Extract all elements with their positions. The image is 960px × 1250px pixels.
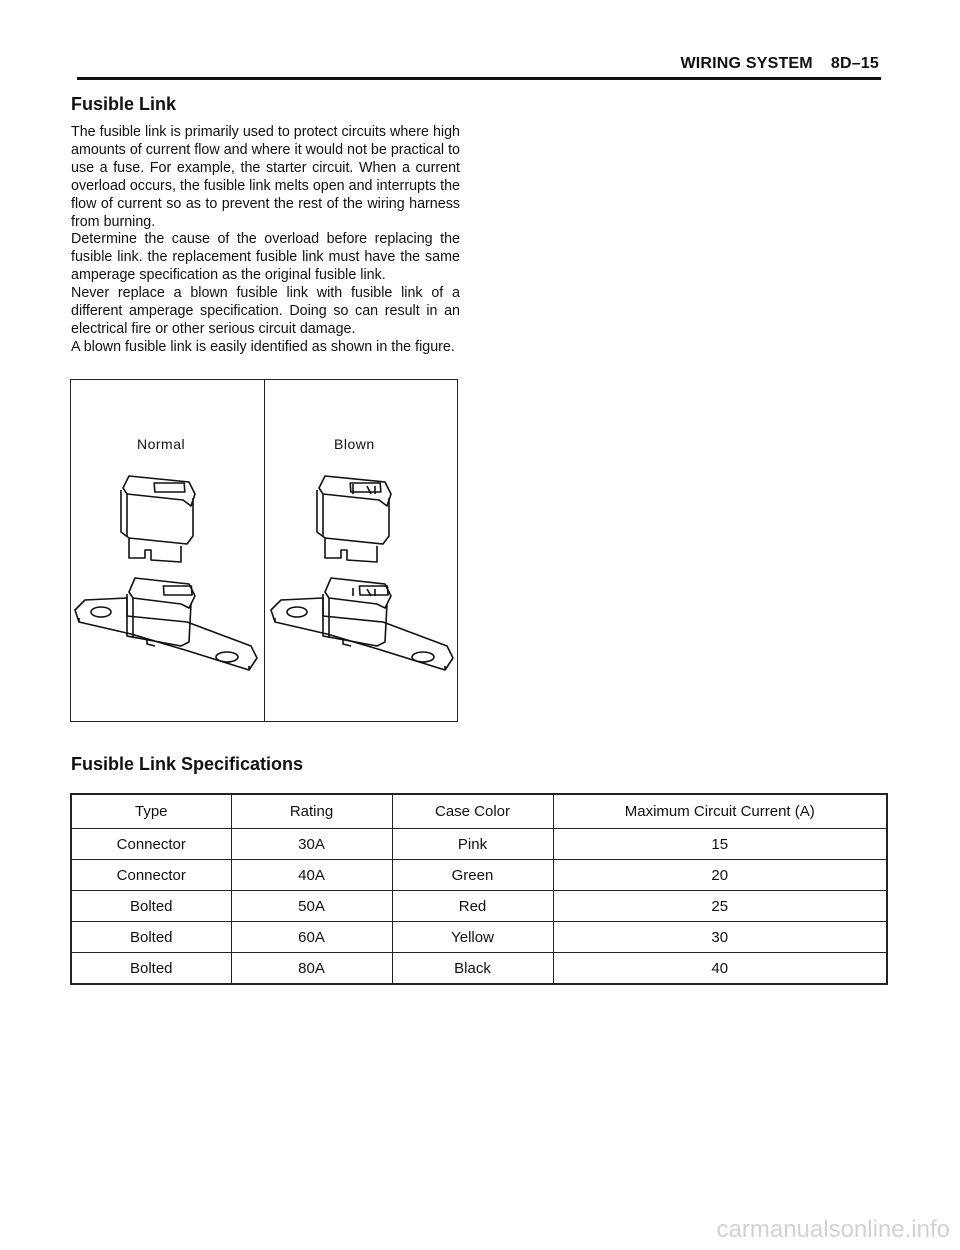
- cell-case-color: Green: [392, 860, 553, 891]
- header-text: [680, 55, 879, 73]
- specifications-heading: Fusible Link Specifications: [71, 754, 304, 774]
- cell-case-color: Red: [392, 891, 553, 922]
- column-header-rating: Rating: [231, 794, 392, 829]
- table-header-row: [71, 794, 887, 829]
- cell-type: Bolted: [71, 922, 231, 953]
- cell-case-color: Pink: [392, 829, 553, 860]
- cell-type: Bolted: [71, 953, 231, 985]
- cell-rating: 60A: [231, 922, 392, 953]
- fusible-link-drawing: [71, 380, 459, 723]
- cell-case-color: Yellow: [392, 922, 553, 953]
- cell-rating: 30A: [231, 829, 392, 860]
- paragraph-3: Never replace a blown fusible link with fusible link of a different amperage specification. Doing so can result in an electrical fire or other serious circuit damage.: [71, 285, 460, 337]
- paragraph-4: A blown fusible link is easily identified as shown in the figure.: [71, 338, 455, 355]
- cell-max-current: 40: [553, 953, 887, 985]
- specifications-table: [70, 793, 888, 985]
- table-row: [71, 829, 887, 860]
- cell-type: Connector: [71, 829, 231, 860]
- figure-label-blown: Blown: [334, 436, 375, 452]
- cell-max-current: 20: [553, 860, 887, 891]
- header-section: WIRING SYSTEM: [680, 55, 813, 72]
- column-header-type: Type: [71, 794, 231, 829]
- cell-case-color: Black: [392, 953, 553, 985]
- figure-label-normal: Normal: [137, 436, 186, 452]
- paragraph-2: Determine the cause of the overload before replacing the fusible link. the replacement fusible link must have the same amperage specification as the original fusible link.: [71, 231, 460, 284]
- blown-fuse-illustration: [271, 476, 453, 670]
- cell-max-current: 30: [553, 922, 887, 953]
- cell-rating: 40A: [231, 860, 392, 891]
- cell-max-current: 25: [553, 891, 887, 922]
- paragraph-1: The fusible link is primarily used to protect circuits where high amounts of current flow and where it would not be practical to use a fuse. For example, the starter circuit. When a current overload occurs, the fusible link melts open and interrupts the flow of current so as to prevent the rest of the wiring harness from burning.: [71, 124, 460, 230]
- cell-max-current: 15: [553, 829, 887, 860]
- fusible-link-figure: [70, 379, 458, 722]
- table-row: [71, 860, 887, 891]
- table-row: [71, 891, 887, 922]
- table-row: [71, 922, 887, 953]
- watermark-text: carmanualsonline.info: [716, 1216, 950, 1243]
- fusible-link-body: [71, 124, 460, 357]
- cell-rating: 80A: [231, 953, 392, 985]
- table-row: [71, 953, 887, 985]
- cell-type: Connector: [71, 860, 231, 891]
- blown-break-marks: [353, 484, 375, 596]
- cell-rating: 50A: [231, 891, 392, 922]
- header-page-number: 8D–15: [830, 55, 879, 72]
- normal-fuse-illustration: [75, 476, 257, 670]
- cell-type: Bolted: [71, 891, 231, 922]
- fusible-link-heading: Fusible Link: [71, 94, 177, 114]
- column-header-max-current: Maximum Circuit Current (A): [553, 794, 887, 829]
- page-header: [77, 53, 881, 80]
- column-header-case-color: Case Color: [392, 794, 553, 829]
